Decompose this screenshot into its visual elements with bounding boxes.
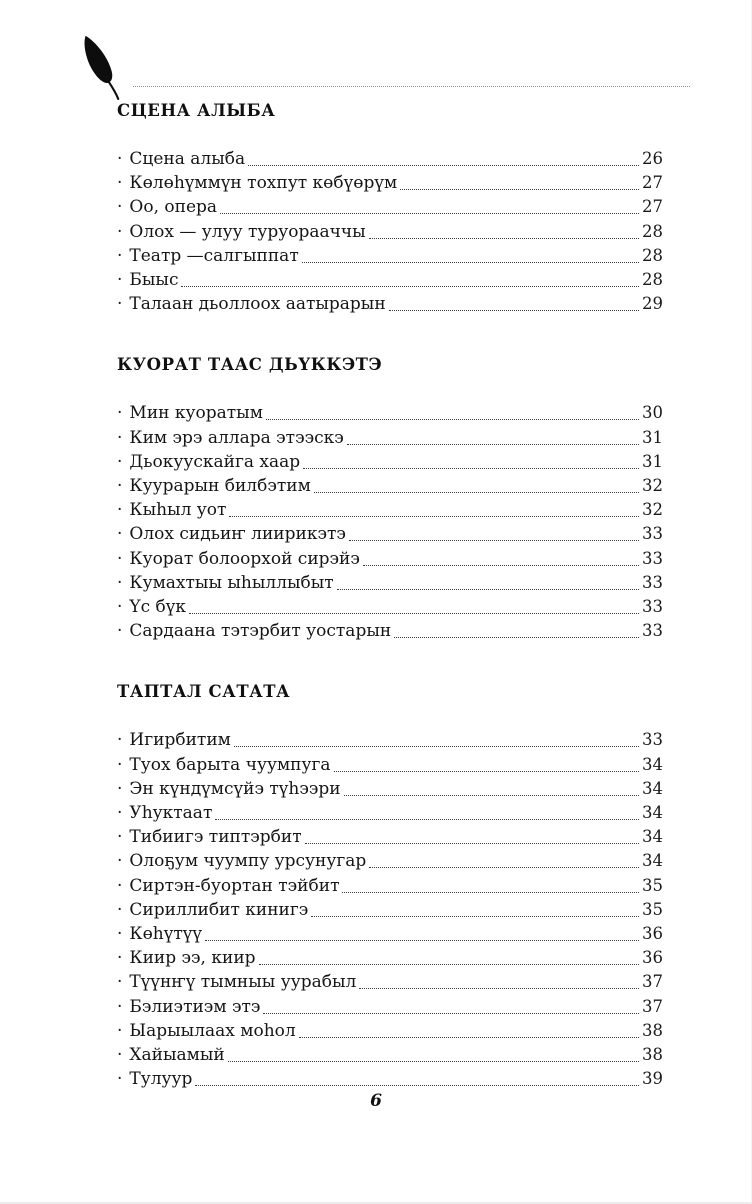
- entry-page-number: 39: [642, 1069, 663, 1089]
- bullet-icon: ·: [117, 149, 123, 169]
- toc-entry: [117, 401, 663, 425]
- entry-title: Куурарын билбэтим: [129, 476, 311, 497]
- dot-leader: [334, 753, 639, 772]
- section-entries: [117, 401, 663, 643]
- entry-title: Түүнҥү тымныы уурабыл: [129, 972, 357, 993]
- entry-page-number: 33: [642, 730, 663, 750]
- entry-page-number: 35: [642, 875, 663, 895]
- dot-leader: [263, 995, 639, 1014]
- dot-leader: [314, 474, 639, 493]
- entry-page-number: 29: [642, 294, 663, 314]
- entry-title: Сардаана тэтэрбит уостарын: [129, 621, 392, 642]
- bullet-icon: ·: [117, 1045, 123, 1066]
- bullet-icon: ·: [117, 924, 123, 945]
- toc-entry: [117, 292, 663, 316]
- bullet-icon: ·: [117, 500, 123, 521]
- dot-leader: [349, 522, 639, 541]
- page-number: 6: [370, 1091, 382, 1111]
- toc-entry: [117, 898, 663, 922]
- toc-entry: [117, 1019, 663, 1043]
- entry-title: Үс бүк: [129, 597, 187, 618]
- toc-entry: [117, 547, 663, 571]
- bullet-icon: ·: [117, 173, 123, 194]
- entry-page-number: 37: [642, 996, 663, 1016]
- entry-title: Кыһыл уот: [129, 500, 227, 521]
- entry-page-number: 33: [642, 597, 663, 617]
- entry-page-number: 34: [642, 851, 663, 871]
- entry-page-number: 34: [642, 803, 663, 823]
- toc-entry: [117, 571, 663, 595]
- bullet-icon: ·: [117, 572, 123, 593]
- entry-title: Бэлиэтиэм этэ: [129, 996, 261, 1017]
- entry-title: Олох — улуу туруорааччы: [129, 221, 366, 242]
- bullet-icon: ·: [117, 1020, 123, 1041]
- bullet-icon: ·: [117, 875, 123, 896]
- entry-page-number: 28: [642, 221, 663, 241]
- entry-title: Сцена алыба: [129, 149, 246, 169]
- toc-entry: [117, 1043, 663, 1067]
- dot-leader: [299, 1019, 639, 1038]
- bullet-icon: ·: [117, 270, 123, 291]
- bullet-icon: ·: [117, 972, 123, 993]
- entry-page-number: 33: [642, 548, 663, 568]
- dot-leader: [344, 777, 639, 796]
- toc-entry: [117, 825, 663, 849]
- entry-page-number: 32: [642, 500, 663, 520]
- quill-feather-icon: [74, 34, 132, 102]
- entry-title: Тибиигэ типтэрбит: [129, 827, 302, 848]
- entry-title: Сириллибит кинигэ: [129, 899, 309, 920]
- toc-entry: [117, 874, 663, 898]
- toc-entry: [117, 147, 663, 171]
- dot-leader: [205, 922, 639, 941]
- entry-page-number: 35: [642, 899, 663, 919]
- dot-leader: [311, 898, 639, 917]
- dot-leader: [228, 1043, 639, 1062]
- entry-title: Ким эрэ аллара этээскэ: [129, 427, 344, 448]
- entry-title: Киир ээ, киир: [129, 948, 256, 969]
- dot-leader: [303, 450, 639, 469]
- toc-section: [117, 355, 663, 643]
- entry-title: Куорат болоорхой сирэйэ: [129, 548, 360, 569]
- entry-title: Көлөһүммүн тохпут көбүөрүм: [129, 173, 398, 194]
- entry-page-number: 31: [642, 427, 663, 447]
- toc-section: [117, 101, 663, 316]
- dot-leader: [234, 728, 639, 747]
- toc-entry: [117, 777, 663, 801]
- section-heading: ТАПТАЛ САТАТА: [117, 682, 291, 702]
- entry-title: Талаан дьоллоох аатырарын: [129, 294, 386, 315]
- entry-page-number: 31: [642, 451, 663, 471]
- dot-leader: [347, 426, 639, 445]
- dot-leader: [400, 171, 639, 190]
- toc-entry: [117, 619, 663, 643]
- bullet-icon: ·: [117, 524, 123, 545]
- toc-entry: [117, 195, 663, 219]
- bullet-icon: ·: [117, 803, 123, 824]
- toc-entry: [117, 220, 663, 244]
- entry-title: Ыарыылаах моһол: [129, 1020, 296, 1041]
- dot-leader: [266, 401, 639, 420]
- bullet-icon: ·: [117, 621, 123, 642]
- toc-entry: [117, 995, 663, 1019]
- entry-title: Мин куоратым: [129, 403, 263, 424]
- entry-page-number: 34: [642, 778, 663, 798]
- entry-title: Көһүтүү: [129, 924, 202, 945]
- dot-leader: [259, 946, 639, 965]
- toc-entry: [117, 970, 663, 994]
- entry-title: Тулуур: [129, 1069, 193, 1090]
- entry-page-number: 27: [642, 173, 663, 193]
- toc-entry: [117, 474, 663, 498]
- dot-leader: [389, 292, 639, 311]
- entry-page-number: 36: [642, 948, 663, 968]
- toc-entry: [117, 244, 663, 268]
- toc-entry: [117, 426, 663, 450]
- entry-page-number: 28: [642, 270, 663, 290]
- toc-entry: [117, 801, 663, 825]
- dot-leader: [337, 571, 639, 590]
- dot-leader: [305, 825, 639, 844]
- entry-title: Олох сидьиҥ лиирикэтэ: [129, 524, 346, 545]
- entry-page-number: 34: [642, 754, 663, 774]
- dot-leader: [302, 244, 639, 263]
- toc-entry: [117, 595, 663, 619]
- entry-page-number: 38: [642, 1045, 663, 1065]
- entry-page-number: 32: [642, 476, 663, 496]
- bullet-icon: ·: [117, 197, 123, 218]
- toc-entry: [117, 171, 663, 195]
- bullet-icon: ·: [117, 294, 123, 315]
- section-entries: [117, 728, 663, 1091]
- toc-entry: [117, 268, 663, 292]
- dot-leader: [181, 268, 639, 287]
- section-heading: КУОРАТ ТААС ДЬҮККЭТЭ: [117, 355, 383, 375]
- toc-section: [117, 682, 663, 1091]
- dot-leader: [394, 619, 639, 638]
- bullet-icon: ·: [117, 1069, 123, 1090]
- entry-page-number: 33: [642, 572, 663, 592]
- entry-title: Уһуктаат: [129, 803, 213, 824]
- dot-leader: [215, 801, 639, 820]
- entry-page-number: 38: [642, 1020, 663, 1040]
- bullet-icon: ·: [117, 778, 123, 799]
- entry-title: Быыс: [129, 270, 179, 291]
- bullet-icon: ·: [117, 754, 123, 775]
- toc-entry: [117, 450, 663, 474]
- bullet-icon: ·: [117, 851, 123, 872]
- bullet-icon: ·: [117, 476, 123, 497]
- entry-title: Эн күндүмсүйэ түһээри: [129, 778, 341, 799]
- entry-title: Сиртэн-буортан тэйбит: [129, 875, 340, 896]
- dot-leader: [220, 195, 639, 214]
- toc-entry: [117, 728, 663, 752]
- toc-entry: [117, 946, 663, 970]
- entry-title: Игирбитим: [129, 730, 231, 751]
- bullet-icon: ·: [117, 403, 123, 424]
- toc-entry: [117, 849, 663, 873]
- bullet-icon: ·: [117, 948, 123, 969]
- section-entries: [117, 147, 663, 316]
- entry-page-number: 28: [642, 245, 663, 265]
- entry-title: Дьокуускайга хаар: [129, 451, 301, 472]
- bullet-icon: ·: [117, 221, 123, 242]
- bullet-icon: ·: [117, 451, 123, 472]
- bullet-icon: ·: [117, 899, 123, 920]
- toc-entry: [117, 922, 663, 946]
- entry-title: Театр —салгыппат: [129, 245, 299, 266]
- bullet-icon: ·: [117, 996, 123, 1017]
- dot-leader: [359, 970, 639, 989]
- entry-title: Оо, опера: [129, 197, 218, 218]
- bullet-icon: ·: [117, 827, 123, 848]
- entry-page-number: 36: [642, 924, 663, 944]
- entry-page-number: 26: [642, 149, 663, 168]
- dot-leader: [248, 147, 639, 166]
- dot-leader: [369, 220, 639, 239]
- header-dotted-rule: [133, 86, 690, 87]
- entry-page-number: 27: [642, 197, 663, 217]
- bullet-icon: ·: [117, 548, 123, 569]
- bullet-icon: ·: [117, 427, 123, 448]
- entry-page-number: 37: [642, 972, 663, 992]
- entry-title: Туох барыта чуумпуга: [129, 754, 331, 775]
- table-of-contents: [117, 101, 663, 1131]
- entry-page-number: 30: [642, 403, 663, 423]
- bullet-icon: ·: [117, 597, 123, 618]
- dot-leader: [369, 849, 639, 868]
- toc-entry: [117, 498, 663, 522]
- dot-leader: [189, 595, 639, 614]
- toc-entry: [117, 753, 663, 777]
- bullet-icon: ·: [117, 245, 123, 266]
- entry-page-number: 33: [642, 524, 663, 544]
- entry-title: Хайыамый: [129, 1045, 225, 1066]
- section-heading: СЦЕНА АЛЫБА: [117, 101, 276, 120]
- dot-leader: [342, 874, 639, 893]
- entry-page-number: 34: [642, 827, 663, 847]
- dot-leader: [195, 1067, 639, 1086]
- entry-title: Кумахтыы ыһыллыбыт: [129, 572, 334, 593]
- toc-entry: [117, 522, 663, 546]
- dot-leader: [229, 498, 639, 517]
- toc-entry: [117, 1067, 663, 1091]
- entry-title: Олоҕум чуумпу урсунугар: [129, 851, 367, 872]
- entry-page-number: 33: [642, 621, 663, 641]
- dot-leader: [363, 547, 639, 566]
- bullet-icon: ·: [117, 730, 123, 751]
